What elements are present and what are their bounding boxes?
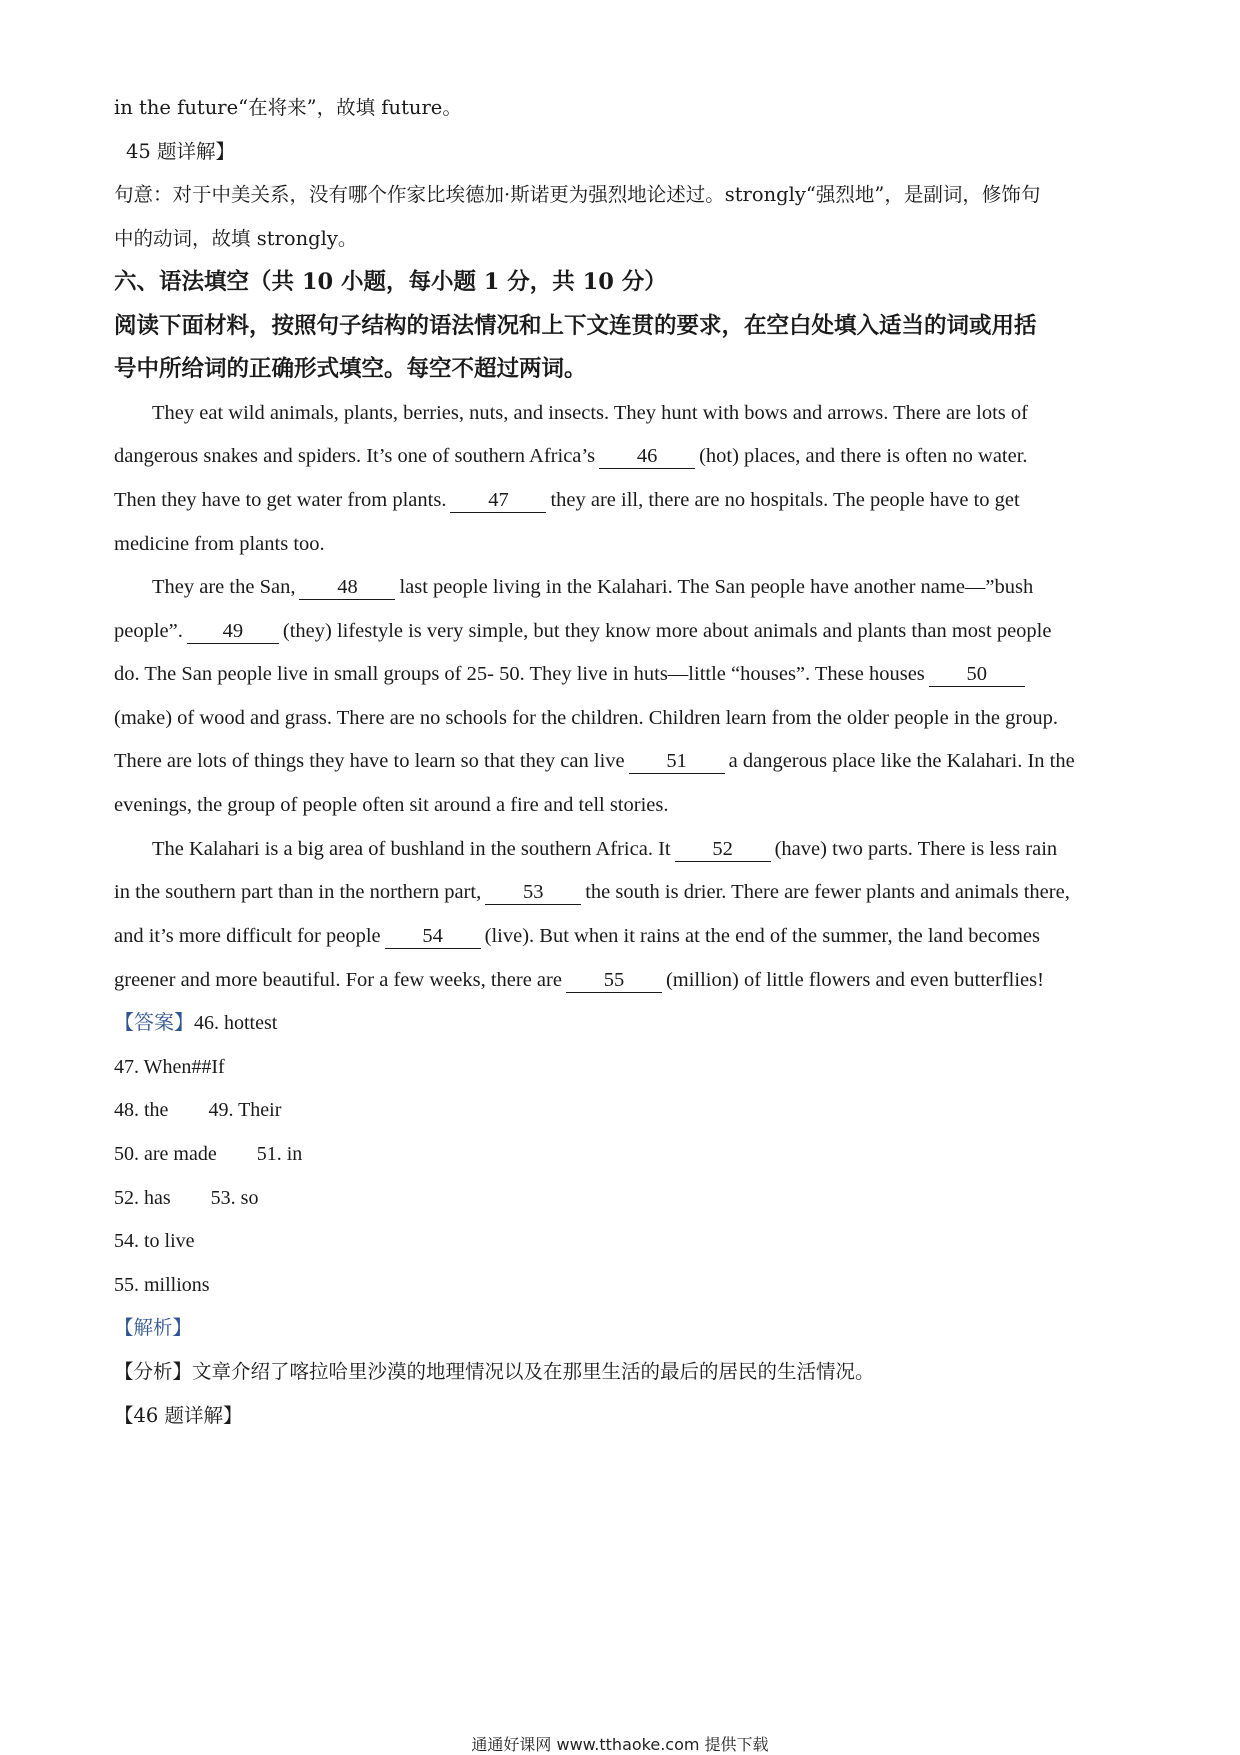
text-line: 中的动词，故填 strongly。 <box>114 227 358 250</box>
passage-text: do. The San people live in small groups of 25- 50. They live in huts—little “houses”. These houses <box>114 663 925 685</box>
passage-line <box>114 878 1070 906</box>
passage-text: in the southern part than in the northern part, <box>114 881 482 903</box>
text-line: in the future“在将来”，故填 future。 <box>114 96 462 119</box>
passage-text: (they) lifestyle is very simple, but they know more about animals and plants than most people <box>282 620 1052 642</box>
answer-line <box>114 1140 302 1168</box>
passage-line: medicine from plants too. <box>114 533 325 555</box>
blank-55[interactable]: 55 <box>566 968 662 993</box>
passage-text: and it’s more difficult for people <box>114 925 381 947</box>
passage-line: evenings, the group of people often sit around a fire and tell stories. <box>114 794 669 816</box>
passage-text: (hot) places, and there is often no water. <box>699 445 1028 467</box>
answer-line <box>114 1184 258 1212</box>
blank-48[interactable]: 48 <box>299 575 395 600</box>
passage-line <box>152 835 1057 863</box>
answer-item: 47. When##If <box>114 1056 225 1078</box>
blank-49[interactable]: 49 <box>187 619 279 644</box>
passage-line: They eat wild animals, plants, berries, nuts, and insects. They hunt with bows and arrows. There are lots of <box>152 402 1028 424</box>
passage-text: (live). But when it rains at the end of the summer, the land becomes <box>484 925 1040 947</box>
footer-text: 通通好课网 www.tthaoke.com 提供下载 <box>471 1735 769 1754</box>
blank-46[interactable]: 46 <box>599 444 695 469</box>
passage-line <box>114 660 1029 688</box>
answer-item: 46. hottest <box>194 1012 278 1034</box>
question-heading: 45 题详解】 <box>126 140 236 163</box>
passage-line: (make) of wood and grass. There are no schools for the children. Children learn from the older people in the group. <box>114 707 1059 729</box>
blank-52[interactable]: 52 <box>675 837 771 862</box>
answer-item: 54. to live <box>114 1230 195 1252</box>
answer-line <box>114 1096 281 1124</box>
blank-50[interactable]: 50 <box>929 662 1025 687</box>
passage-line <box>114 922 1040 950</box>
blank-51[interactable]: 51 <box>629 749 725 774</box>
passage-text: Then they have to get water from plants. <box>114 489 447 511</box>
question-heading: 【46 题详解】 <box>114 1404 243 1427</box>
answer-label: 【答案】 <box>114 1012 194 1034</box>
passage-text: (have) two parts. There is less rain <box>774 838 1058 860</box>
passage-text: greener and more beautiful. For a few weeks, there are <box>114 969 562 991</box>
section-instruction: 号中所给词的正确形式填空。每空不超过两词。 <box>114 356 587 382</box>
answer-item: 49. Their <box>208 1099 282 1121</box>
section-title: 六、语法填空（共 10 小题，每小题 1 分，共 10 分） <box>114 269 667 295</box>
passage-line <box>114 442 1028 470</box>
passage-text: (million) of little flowers and even butterflies! <box>665 969 1044 991</box>
passage-text: a dangerous place like the Kalahari. In the <box>728 750 1075 772</box>
answer-item: 53. so <box>210 1187 259 1209</box>
answer-line <box>114 1009 277 1037</box>
section-instruction: 阅读下面材料，按照句子结构的语法情况和上下文连贯的要求，在空白处填入适当的词或用括 <box>114 313 1037 339</box>
blank-54[interactable]: 54 <box>385 924 481 949</box>
passage-text: people”. <box>114 620 183 642</box>
analysis-label: 【解析】 <box>114 1316 193 1339</box>
passage-text: There are lots of things they have to learn so that they can live <box>114 750 625 772</box>
analysis-summary: 【分析】文章介绍了喀拉哈里沙漠的地理情况以及在那里生活的最后的居民的生活情况。 <box>114 1360 875 1383</box>
passage-text: the south is drier. There are fewer plants and animals there, <box>585 881 1070 903</box>
answer-item: 50. are made <box>114 1143 217 1165</box>
passage-text: they are ill, there are no hospitals. The people have to get <box>550 489 1020 511</box>
answer-item: 52. has <box>114 1187 171 1209</box>
passage-line <box>114 617 1051 645</box>
passage-line <box>114 486 1020 514</box>
text-line: 句意：对于中美关系，没有哪个作家比埃德加·斯诺更为强烈地论述过。strongly“强烈地”，是副词，修饰句 <box>114 183 1041 206</box>
answer-item: 51. in <box>256 1143 303 1165</box>
passage-line <box>114 966 1044 994</box>
blank-53[interactable]: 53 <box>485 880 581 905</box>
passage-text: They are the San, <box>152 576 296 598</box>
answer-item: 55. millions <box>114 1274 210 1296</box>
passage-text: dangerous snakes and spiders. It’s one of southern Africa’s <box>114 445 596 467</box>
passage-line <box>152 573 1033 601</box>
passage-line <box>114 747 1075 775</box>
answer-item: 48. the <box>114 1099 169 1121</box>
passage-text: The Kalahari is a big area of bushland in the southern Africa. It <box>152 838 671 860</box>
passage-text: last people living in the Kalahari. The San people have another name—”bush <box>399 576 1034 598</box>
blank-47[interactable]: 47 <box>450 488 546 513</box>
